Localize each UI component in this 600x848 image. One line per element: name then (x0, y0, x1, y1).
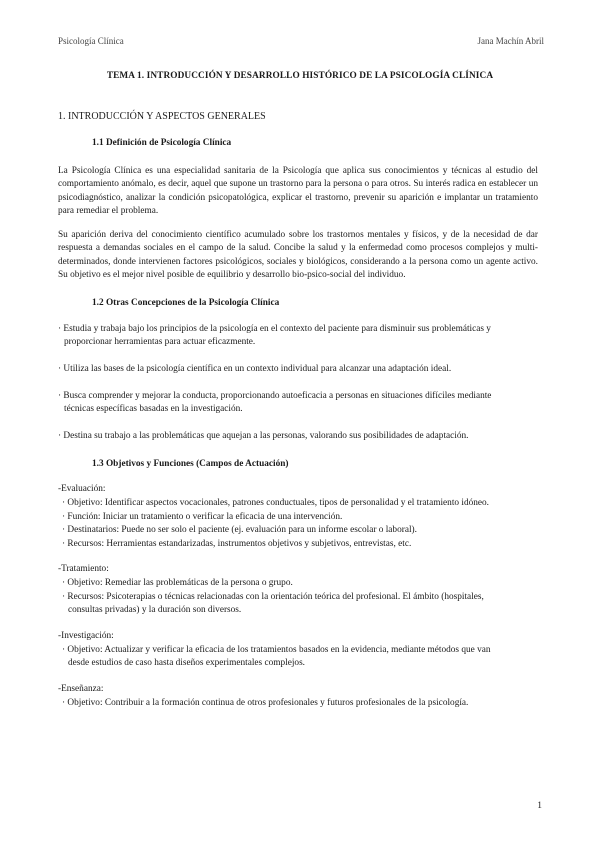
list-item-line: · Utiliza las bases de la psicología científica en un contexto individual para alcanzar una adaptación ideal. (58, 364, 452, 374)
section-heading: 1. INTRODUCCIÓN Y ASPECTOS GENERALES (58, 111, 266, 122)
list-item-line: · Destina su trabajo a las problemáticas que aquejan a las personas, valorando sus posibilidades de adaptación. (58, 431, 469, 441)
paragraph-origin: Su aparición deriva del conocimiento científico acumulado sobre los trastornos mentales y físicos, y de la necesidad de dar respuesta a demandas sociales en el campo de la salud. Concibe la salud y la enfermedad como procesos complejos y multi-determinados, donde intervienen factores psicológicos, sociales y biológicos, considerando a la persona como un agente activo. Su objetivo es el mejor nivel posible de equilibrio y desarrollo bio-psico-social del individuo. (58, 230, 538, 281)
list-item: · Recursos: Herramientas estandarizadas, instrumentos objetivos y subjetivos, entrevistas, etc. (62, 539, 412, 549)
subsection-heading-1-2: 1.2 Otras Concepciones de la Psicología Clínica (92, 298, 280, 308)
list-item (62, 644, 538, 671)
group-label-tratamiento: -Tratamiento: (58, 564, 109, 574)
list-item-line: · Busca comprender y mejorar la conducta, proporcionando autoeficacia a personas en situaciones difíciles mediante (58, 391, 492, 401)
list-item-line: · Estudia y trabaja bajo los principios de la psicología en el contexto del paciente para disminuir sus problemáticas y (58, 324, 491, 334)
list-item (62, 591, 538, 618)
header-left: Psicología Clínica (58, 36, 124, 46)
list-item: · Objetivo: Remediar las problemáticas de la persona o grupo. (62, 578, 293, 588)
list-item-line: · Recursos: Psicoterapias o técnicas relacionadas con la orientación teórica del profesional. El ámbito (hospitales, (62, 592, 484, 602)
list-item (58, 430, 538, 443)
list-item-line: proporcionar herramientas para actuar eficazmente. (64, 337, 256, 348)
list-item-line: · Objetivo: Actualizar y verificar la eficacia de los tratamientos basados en la evidencia, mediante métodos que van (62, 645, 491, 655)
group-label-investigacion: -Investigación: (58, 631, 114, 641)
header-right: Jana Machín Abril (477, 36, 544, 46)
paragraph-definition: La Psicología Clínica es una especialidad sanitaria de la Psicología que aplica sus conocimientos y técnicas al estudio del comportamiento anómalo, es decir, aquel que supone un trastorno para la persona o para otros. Su interés radica en establecer un psicodiagnóstico, analizar la condición psicopatológica, explicar el trastorno, prevenir su aparición e implantar un tratamiento para remediar el problema. (58, 166, 538, 217)
list-item: · Objetivo: Contribuir a la formación continua de otros profesionales y futuros profesionales de la psicología. (62, 698, 469, 708)
list-item-line: técnicas específicas basadas en la investigación. (64, 404, 243, 415)
page-number: 1 (537, 801, 542, 811)
list-item (58, 390, 538, 417)
subsection-heading-1-3: 1.3 Objetivos y Funciones (Campos de Actuación) (92, 459, 289, 469)
group-label-evaluacion: -Evaluación: (58, 484, 106, 494)
list-item: · Función: Iniciar un tratamiento o verificar la eficacia de una intervención. (62, 512, 343, 522)
list-item: · Objetivo: Identificar aspectos vocacionales, patrones conductuales, tipos de personalidad y el tratamiento idóneo. (62, 498, 489, 508)
list-item (58, 323, 538, 350)
list-item: · Destinatarios: Puede no ser solo el paciente (ej. evaluación para un informe escolar o laboral). (62, 525, 417, 535)
document-title: TEMA 1. INTRODUCCIÓN Y DESARROLLO HISTÓRICO DE LA PSICOLOGÍA CLÍNICA (106, 71, 494, 81)
list-item-line: consultas privadas) y la duración son diversos. (68, 605, 242, 616)
list-item (58, 363, 538, 376)
subsection-heading-1-1: 1.1 Definición de Psicología Clínica (92, 138, 232, 148)
group-label-ensenanza: -Enseñanza: (58, 684, 104, 694)
list-item-line: desde estudios de caso hasta diseños experimentales complejos. (68, 658, 306, 669)
